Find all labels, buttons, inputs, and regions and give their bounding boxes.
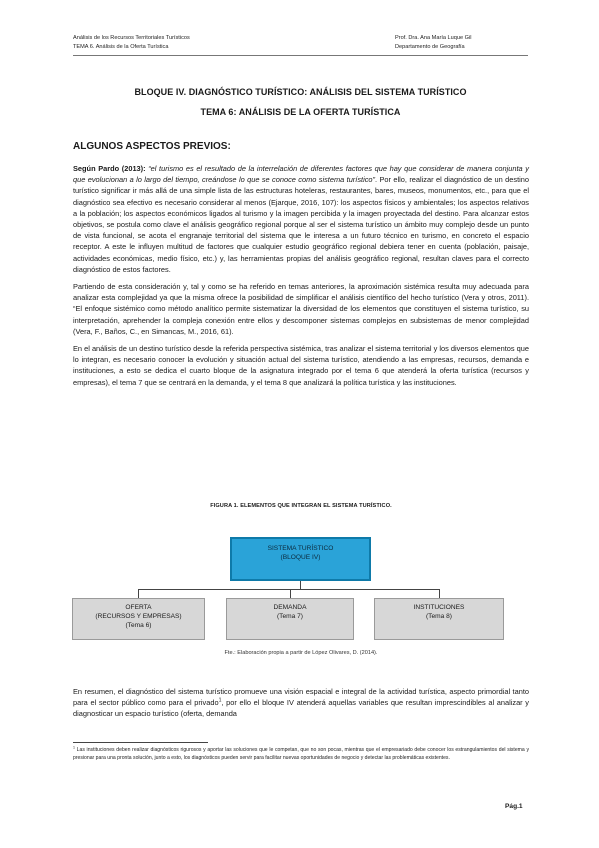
running-header-left: [73, 34, 190, 51]
connector-vertical-top: [300, 581, 301, 589]
paragraph-4: [73, 686, 529, 720]
connector-horizontal: [138, 589, 440, 590]
node-label: OFERTA: [125, 604, 152, 611]
page-number: Pág.1: [505, 803, 523, 810]
course-title: Análisis de los Recursos Territoriales Turísticos: [73, 35, 190, 41]
section-heading: ALGUNOS ASPECTOS PREVIOS:: [73, 141, 231, 152]
node-sublabel: (BLOQUE IV): [280, 554, 321, 561]
node-topic: (Tema 6): [125, 622, 152, 629]
connector-drop-demand: [290, 589, 291, 598]
figure-source: Fte.: Elaboración propia a partir de López Olivares, D. (2014).: [224, 650, 378, 656]
node-label: SISTEMA TURÍSTICO: [267, 545, 334, 552]
citation-lead: Según Pardo (2013):: [73, 164, 146, 173]
quoted-definition: “el turismo es el resultado de la interrelación de diferentes factores que hay que considerar de manera conjunta y que evolucionan a lo largo del tiempo, creándose lo que se conoce como sistema turístico”: [73, 164, 529, 185]
author-name: Prof. Dra. Ana María Luque Gil: [395, 35, 472, 41]
figure-caption: FIGURA 1. ELEMENTOS QUE INTEGRAN EL SISTEMA TURÍSTICO.: [210, 503, 392, 509]
block-title: BLOQUE IV. DIAGNÓSTICO TURÍSTICO: ANÁLISIS DEL SISTEMA TURÍSTICO: [134, 87, 467, 97]
node-label: DEMANDA: [273, 604, 307, 611]
connector-drop-institutions: [439, 589, 440, 598]
connector-drop-offer: [138, 589, 139, 598]
topic-title: TEMA 6: ANÁLISIS DE LA OFERTA TURÍSTICA: [200, 107, 401, 117]
node-label: INSTITUCIONES: [413, 604, 465, 611]
node-topic: (Tema 8): [425, 613, 452, 620]
paragraph-3: En el análisis de un destino turístico desde la referida perspectiva sistémica, tras analizar el sistema territorial y los diversos elementos que lo integran, es necesario conocer la evolución y situación actual del sistema turístico, atendiendo a las empresas, recursos, demanda e instituciones, a esto se dedica el cuarto bloque de la asignatura integrado por el tema 6 que atenderá la oferta turística (recursos y empresas), el tema 7 que se centrará en la demanda, y el tema 8 que analizará la política turística y las instituciones.: [73, 344, 529, 387]
footnote-mark: 1: [73, 745, 75, 750]
running-header-right: [395, 34, 472, 51]
diagram-node-demand: [226, 598, 354, 640]
paragraph-1: [73, 163, 529, 275]
department-name: Departamento de Geografía: [395, 43, 465, 50]
paragraph-1-rest: . Por ello, realizar el diagnóstico de un destino turístico significar ir más allá de una simple lista de las estructuras hoteleras, restaurantes, bares, museos, monumentos, etc., para que el diagnóstico sea efectivo es necesario considerar al menos (Ejarque, 2016, 107): los aspectos físicos y ambientales; los aspectos relativos a la población; los aspectos económicos ligados al turismo y la imagen percibida y la imagen proyectada del destino. Para alcanzar estos objetivos, se postula como clave el análisis geográfico regional porque al ser el sistema turístico un ámbito muy complejo desde un punto de vista funcional, se acota el engranaje territorial del sistema que le interesa a un futuro técnico en turismo, en concreto el espacio receptor. A este le influyen multitud de factores que cualquier estudio geográfico regional debiera tener en cuenta (población, paisaje, actividades económicas, medio físico, etc.) y, las herramientas propias del análisis geográfico regional, resultan claves para el correcto diagnóstico de estos factores.: [73, 175, 530, 274]
header-divider: [73, 55, 528, 56]
node-topic: (Tema 7): [276, 613, 303, 620]
footnote-reference[interactable]: 1: [218, 697, 222, 704]
diagram-node-offer: [72, 598, 205, 640]
paragraph-2: Partiendo de esta consideración y, tal y como se ha referido en temas anteriores, la aproximación sistémica resulta muy adecuada para analizar esta complejidad ya que la misma ofrece la posibilidad de simplificar el análisis científico del hecho turístico (Vera y otros, 2011). “El enfoque sistémico como método analítico permite sistematizar la diversidad de los elementos que constituyen el sistema turístico, su interpretación, aprehender la compleja conexión entre ellos y descomponer sistemas complejos en subsistemas de menor complejidad (Vera, F., Baños, C., en Simancas, M., 2016, 61).: [73, 282, 529, 336]
diagram-node-institutions: [374, 598, 504, 640]
paragraph-4-continued: , por ello el bloque IV atenderá aquellas variables que resultan imprescindibles al analizar y diagnosticar un espacio turístico (oferta, demanda: [73, 698, 529, 719]
footnote-divider: [73, 742, 208, 743]
diagram-node-tourist-system: [230, 537, 371, 581]
footnote-text: Las instituciones deben realizar diagnósticos rigurosos y aportar las soluciones que le competan, que no son pocas, mientras que el empresariado debe conocer los estrangulamientos del sistema y presionar para una pronta solución, junto a esto, los diagnósticos pueden servir para facilitar nuevas oportunidades de negocio y detectar las problemáticas existentes.: [73, 747, 529, 762]
body-text: [73, 163, 529, 394]
node-sublabel: (RECURSOS Y EMPRESAS): [95, 613, 182, 620]
footnote: [73, 746, 529, 762]
paragraph-4-text: En resumen, el diagnóstico del sistema turístico promueve una visión espacial e integral de la actividad turística, aspecto primordial tanto para el sector público como para el privado: [73, 687, 529, 708]
topic-title-header: TEMA 6. Análisis de la Oferta Turística: [73, 43, 169, 50]
